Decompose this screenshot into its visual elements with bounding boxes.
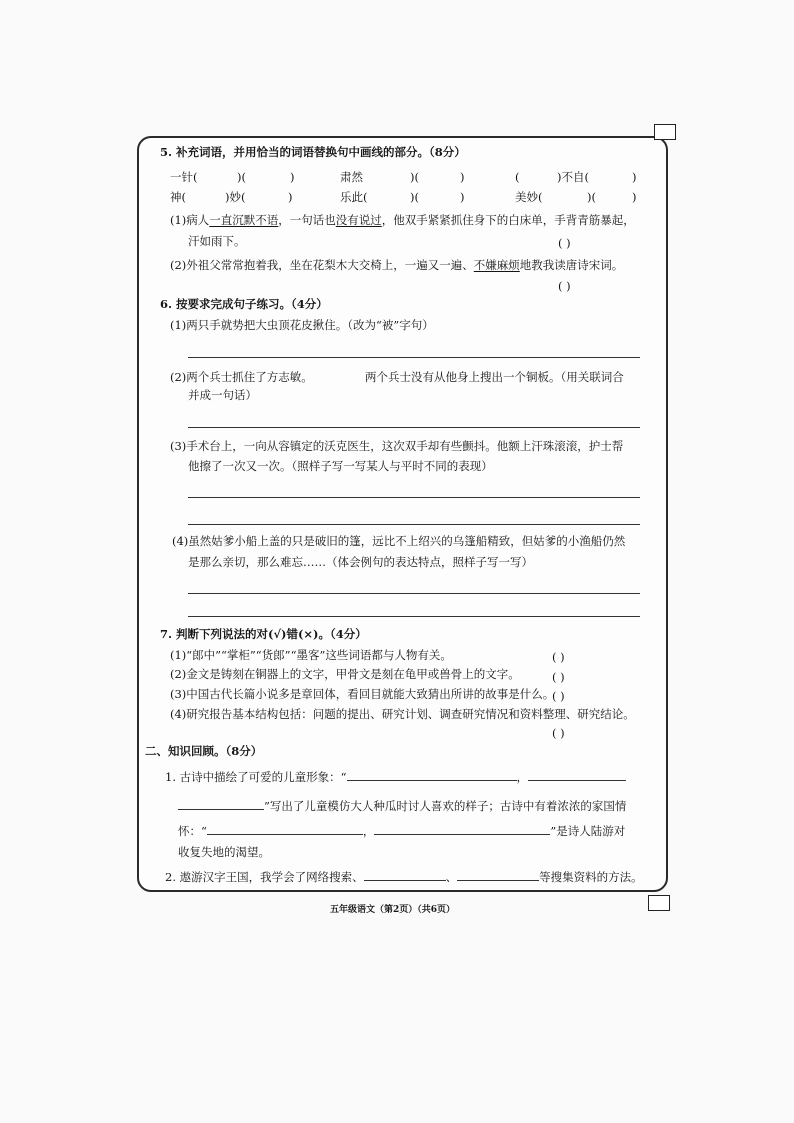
part2-item1-line4: 收复失地的渴望。 [178,845,270,859]
q5-sentence2: (2)外祖父常常抱着我，坐在花梨木大交椅上，一遍又一遍、不嫌麻烦地教我读唐诗宋词。 [170,258,624,272]
q6-item3-b: 他擦了一次又一次。（照样子写一写某人与平时不同的表现） [188,459,493,473]
part2-blank-4[interactable] [207,822,363,835]
q5-sentence1-line2: 汗如雨下。 [188,234,246,248]
q6-item4-b: 是那么亲切，那么难忘……（体会例句的表达特点，照样子写一写） [188,555,533,569]
q7-item3: (3)中国古代长篇小说多是章回体，看回目就能大致猜出所讲的故事是什么。 [170,687,555,701]
q5-row2-a: 神( [170,190,186,204]
q6-title: 6. 按要求完成句子练习。（4分） [160,297,328,311]
q5-sentence1: (1)病人一直沉默不语，一句话也没有说过，他双手紧紧抓住身下的白床单，手背青筋暴起， [170,213,635,227]
q5-row1-b: )( [237,170,246,184]
q7-item1: (1)“郎中”“掌柜”“货郎”“墨客”这些词语都与人物有关。 [170,648,452,662]
q6-answer-line-1[interactable] [188,357,640,358]
q5-s2-underlined: 不嫌麻烦 [473,258,520,272]
corner-mark-bottom [648,895,670,911]
q5-row2-g: 美妙( [515,190,543,204]
q7-title: 7. 判断下列说法的对(√)错(×)。（4分） [160,627,367,641]
part2-blank-7[interactable] [457,868,539,881]
q6-answer-line-6[interactable] [188,616,640,617]
part2-item1-line3: 怀：“ ， ”是诗人陆游对 [178,824,626,838]
q6-item2-a: (2)两个兵士抓住了方志敏。 [170,370,313,384]
q5-s1-underlined-2: 没有说过 [335,213,382,227]
page-footer: 五年级语文（第2页）（共6页） [330,905,456,915]
q6-answer-line-5[interactable] [188,593,640,594]
q6-item3-a: (3)手术台上，一向从容镇定的沃克医生，这次双手却有些颤抖。他额上汗珠滚滚，护士帮 [170,439,624,453]
q5-row2-c: ) [288,190,293,204]
q7-answer-paren-1[interactable]: ( ) [552,650,565,664]
part2-item1-line2: ”写出了儿童模仿大人种瓜时讨人喜欢的样子；古诗中有着浓浓的家国情 [178,797,626,813]
q5-row1-c: ) [290,170,295,184]
q5-answer-paren-1[interactable]: ( ) [558,236,571,250]
part2-blank-2[interactable] [528,768,626,781]
q5-row2-b: )妙( [225,190,246,204]
q6-item2-c: 并成一句话） [188,388,257,402]
corner-mark-top [654,124,676,140]
q6-item1: (1)两只手就势把大虫顶花皮揪住。（改为“被”字句） [170,318,434,332]
q5-row2-i: ) [632,190,637,204]
part2-item2: 2. 遨游汉字王国，我学会了网络搜索、 、 等搜集资料的方法。 [165,870,643,884]
q5-row2-h: )( [587,190,596,204]
q7-item4: (4)研究报告基本结构包括：问题的提出、研究计划、调查研究情况和资料整理、研究结论。 [170,707,635,721]
q7-answer-paren-3[interactable]: ( ) [552,689,565,703]
q5-title: 5. 补充词语，并用恰当的词语替换句中画线的部分。（8分） [160,145,466,159]
q7-answer-paren-2[interactable]: ( ) [552,670,565,684]
q7-answer-paren-4[interactable]: ( ) [552,726,565,740]
part2-blank-5[interactable] [374,822,550,835]
q5-s1-underlined-1: 一直沉默不语 [209,213,279,227]
q6-answer-line-3[interactable] [188,497,640,498]
q5-row1-a: 一针( [170,170,198,184]
q6-item2-b: 两个兵士没有从他身上搜出一个铜板。（用关联词合 [365,370,624,384]
part2-item1-line1: 1. 古诗中描绘了可爱的儿童形象：“ ， [165,768,626,784]
q5-row1-f: ) [460,170,465,184]
q5-row2-f: ) [460,190,465,204]
q5-answer-paren-2[interactable]: ( ) [558,279,571,293]
q6-answer-line-2[interactable] [188,427,640,428]
q5-row2-e: )( [410,190,419,204]
part2-blank-1[interactable] [347,768,517,781]
q5-row1-h: )不自( [557,170,589,184]
q5-row2-d: 乐此( [340,190,368,204]
q5-row1-g: ( [515,170,520,184]
q6-answer-line-4[interactable] [188,524,640,525]
q5-row1-d: 肃然 [340,170,363,184]
part2-blank-3[interactable] [178,797,264,810]
q7-item2: (2)金文是铸刻在铜器上的文字，甲骨文是刻在龟甲或兽骨上的文字。 [170,667,520,681]
part2-title: 二、知识回顾。（8分） [145,744,263,758]
q6-item4-a: (4)虽然姑爹小船上盖的只是破旧的篷，远比不上绍兴的乌篷船精致，但姑爹的小渔船仍然 [172,534,626,548]
q5-row1-e: )( [410,170,419,184]
part2-blank-6[interactable] [364,868,446,881]
q5-row1-i: ) [632,170,637,184]
